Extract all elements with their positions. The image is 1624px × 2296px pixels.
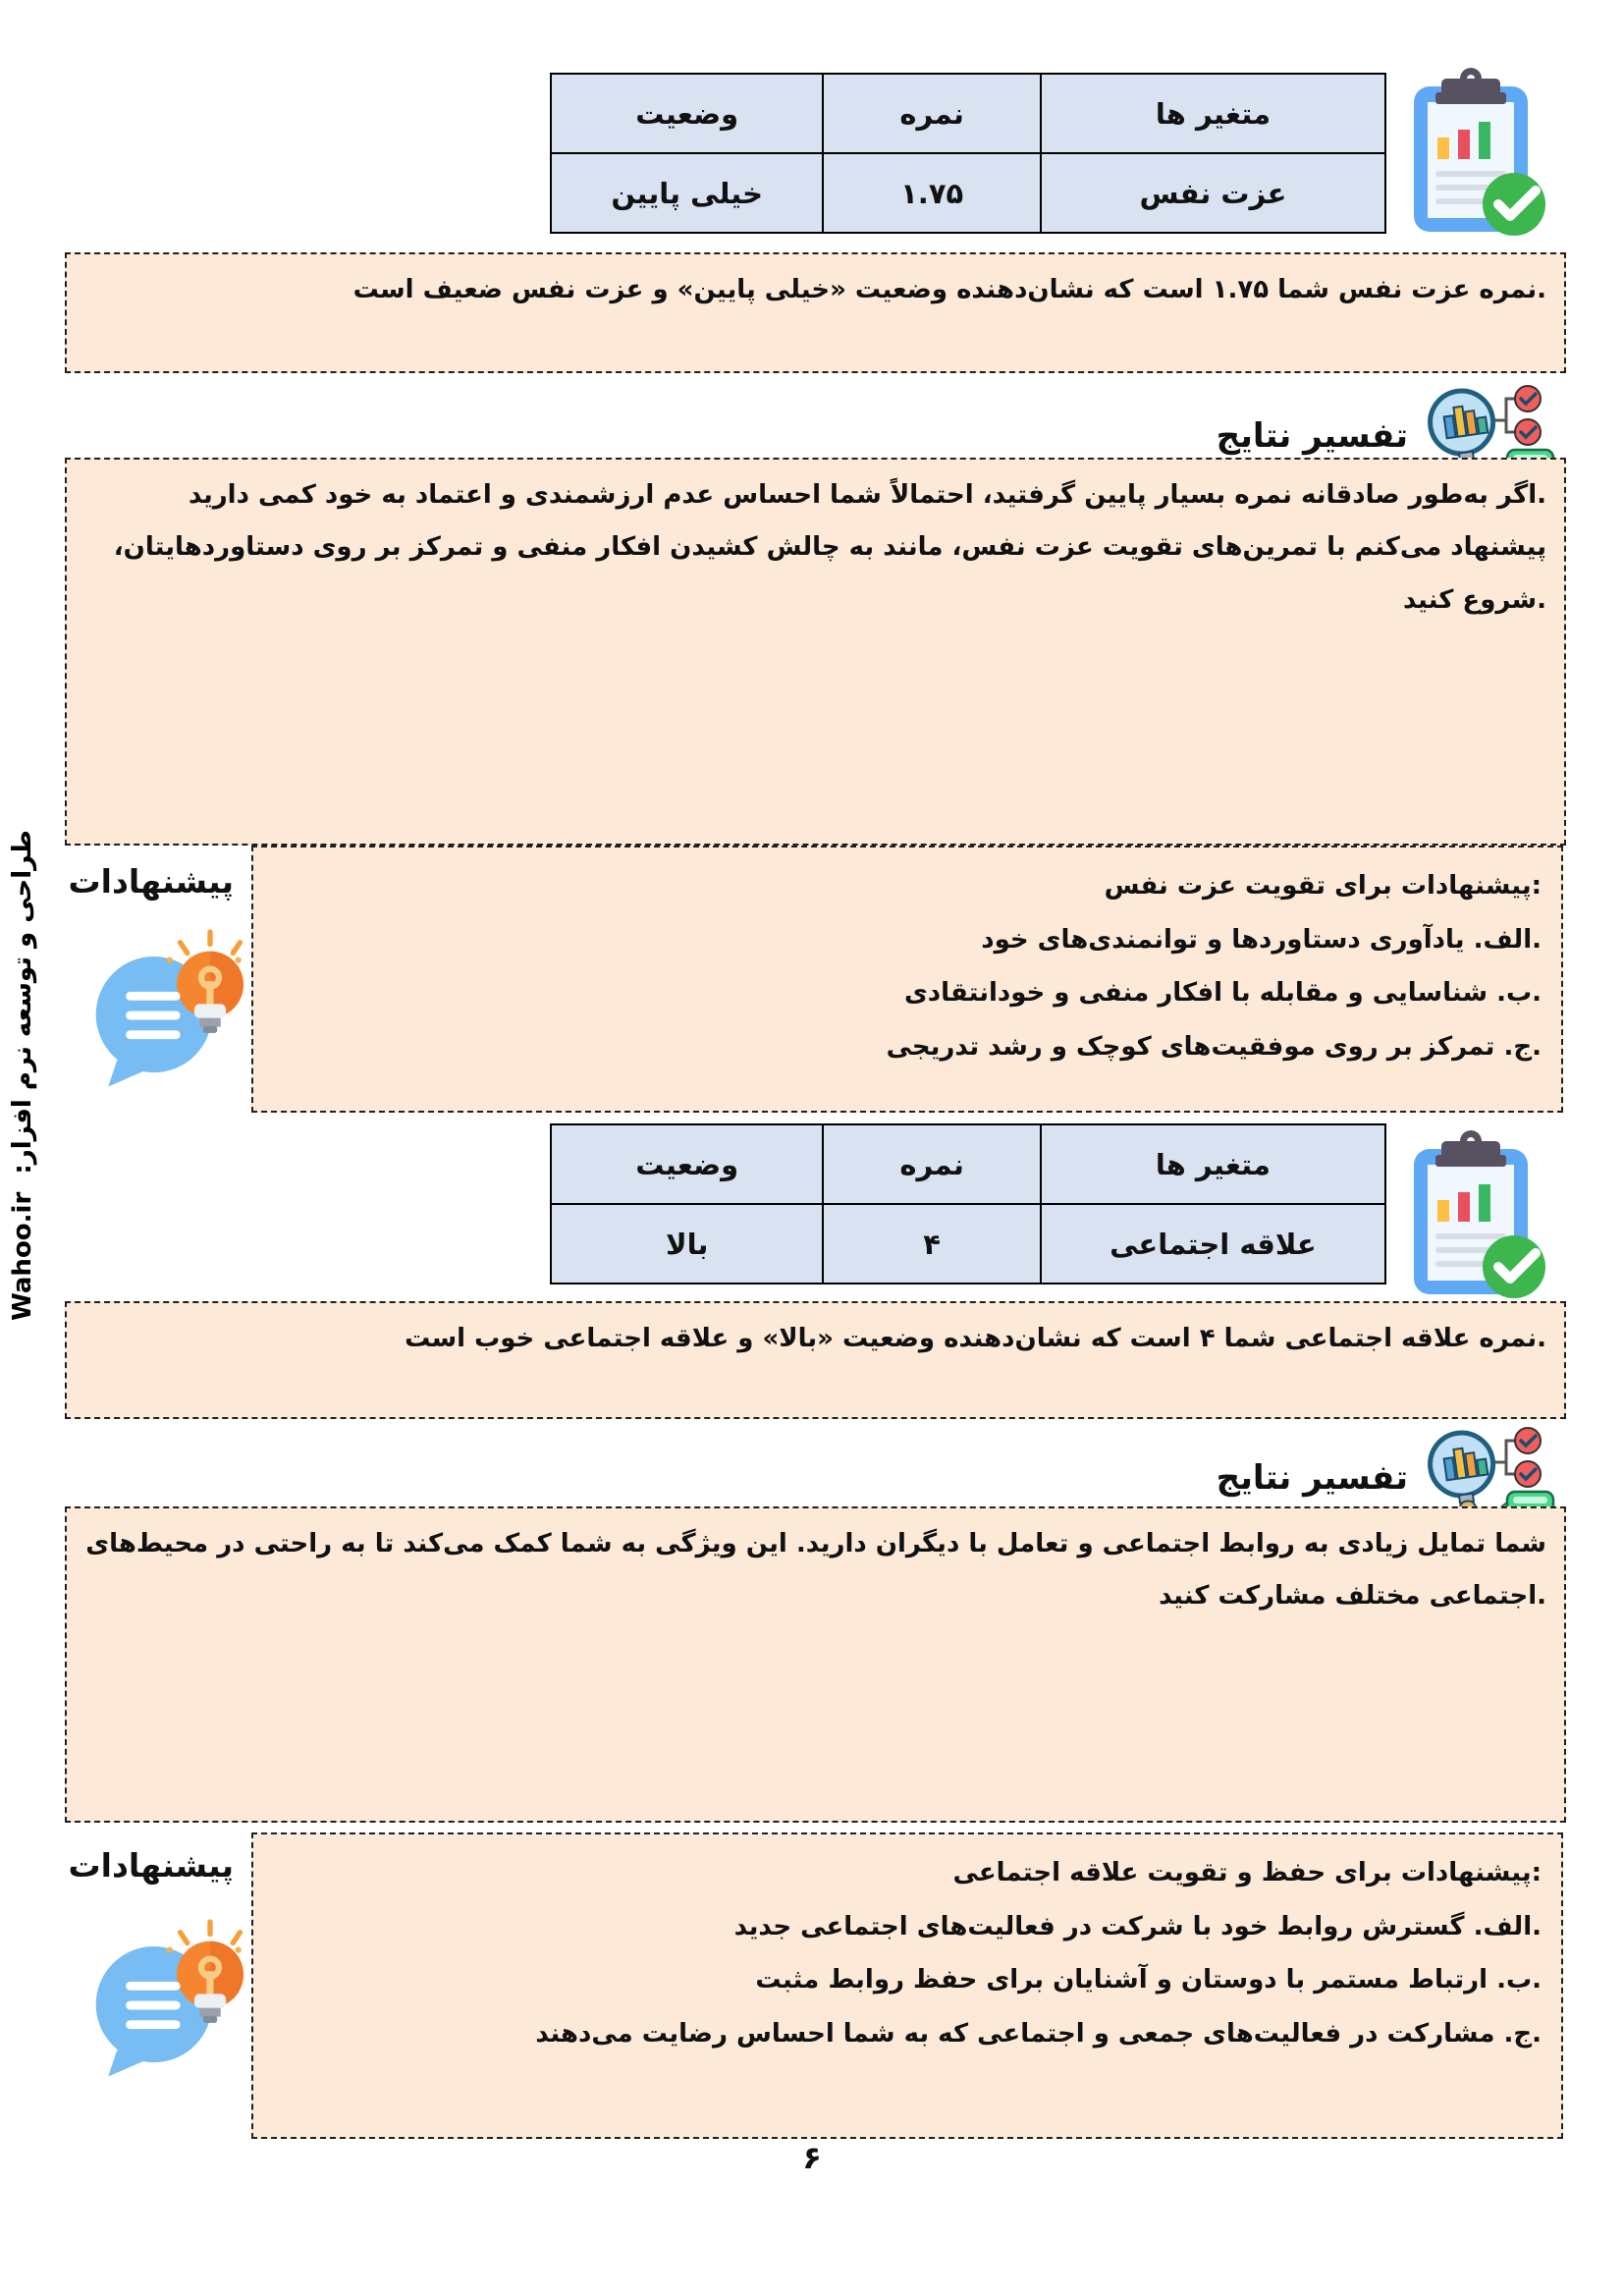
interpretation-paragraph: اگر به‌طور صادقانه نمره بسیار پایین گرفتید، احتمالاً شما احساس عدم ارزشمندی و اعتماد به خود کمی دارید. (188, 480, 1546, 510)
cell-score: ۴ (823, 1204, 1040, 1284)
suggestion-line: الف. گسترش روابط خود با شرکت در فعالیت‌های اجتماعی جدید. (733, 1911, 1542, 1941)
cell-status: بالا (551, 1204, 823, 1284)
suggestion-line: ج. تمرکز بر روی موفقیت‌های کوچک و رشد تدریجی. (886, 1031, 1542, 1062)
interpretation-title: تفسیر نتایج (1216, 1458, 1408, 1498)
suggestions-box (251, 1832, 1563, 2139)
suggestion-line: پیشنهادات برای تقویت عزت نفس: (1104, 871, 1542, 901)
suggestions-label: پیشنهادات (68, 862, 234, 901)
suggestion-line: ب. ارتباط مستمر با دوستان و آشنایان برای حفظ روابط مثبت. (755, 1965, 1542, 1995)
header-status: وضعیت (551, 74, 823, 153)
interpretation-paragraph: شما تمایل زیادی به روابط اجتماعی و تعامل با دیگران دارید. این ویژگی به شما کمک می‌کند تا به راحتی در محیط‌های اجتماعی مختلف مشارکت کنید. (85, 1529, 1546, 1612)
interpretation-box (65, 458, 1566, 846)
suggestion-line: پیشنهادات برای حفظ و تقویت علاقه اجتماعی: (952, 1858, 1542, 1887)
chat-bubble-lightbulb-icon (77, 1911, 244, 2083)
clipboard-report-icon (1373, 1112, 1569, 1308)
interpretation-title: تفسیر نتایج (1216, 416, 1408, 456)
watermark-text: طراحی و توسعه نرم افزار: Wahoo.ir (8, 830, 37, 1321)
header-variables: متغیر ها (1041, 1124, 1385, 1204)
cell-variable: علاقه اجتماعی (1041, 1204, 1385, 1284)
interpretation-box (65, 1506, 1566, 1823)
header-score: نمره (823, 74, 1040, 153)
interpretation-paragraph: پیشنهاد می‌کنم با تمرین‌های تقویت عزت نفس، مانند به چالش کشیدن افکار منفی و تمرکز بر روی دستاوردهایتان، شروع کنید. (113, 532, 1546, 615)
summary-box (65, 252, 1566, 373)
table-value-row (551, 153, 1385, 233)
suggestion-line: ج. مشارکت در فعالیت‌های جمعی و اجتماعی که به شما احساس رضایت می‌دهند. (535, 2018, 1542, 2049)
summary-text: نمره علاقه اجتماعی شما ۴ است که نشان‌دهنده وضعیت «بالا» و علاقه اجتماعی خوب است. (405, 1324, 1546, 1353)
table-header-row (551, 1124, 1385, 1204)
header-variables: متغیر ها (1041, 74, 1385, 153)
table-header-row (551, 74, 1385, 153)
suggestions-label: پیشنهادات (68, 1846, 234, 1885)
suggestion-line: ب. شناسایی و مقابله با افکار منفی و خودانتقادی. (903, 978, 1542, 1009)
summary-text: نمره عزت نفس شما ۱.۷۵ است که نشان‌دهنده وضعیت «خیلی پایین» و عزت نفس ضعیف است. (352, 275, 1546, 304)
suggestions-box (251, 846, 1563, 1113)
cell-status: خیلی پایین (551, 153, 823, 233)
table-value-row (551, 1204, 1385, 1284)
results-table-self-esteem (550, 73, 1386, 234)
header-status: وضعیت (551, 1124, 823, 1204)
results-table-social-interest (550, 1123, 1386, 1285)
clipboard-report-icon (1373, 49, 1569, 246)
summary-box (65, 1301, 1566, 1419)
cell-score: ۱.۷۵ (823, 153, 1040, 233)
suggestion-line: الف. یادآوری دستاوردها و توانمندی‌های خود. (981, 924, 1542, 955)
header-score: نمره (823, 1124, 1040, 1204)
cell-variable: عزت نفس (1041, 153, 1385, 233)
chat-bubble-lightbulb-icon (77, 921, 244, 1093)
page-number: ۶ (802, 2139, 822, 2176)
